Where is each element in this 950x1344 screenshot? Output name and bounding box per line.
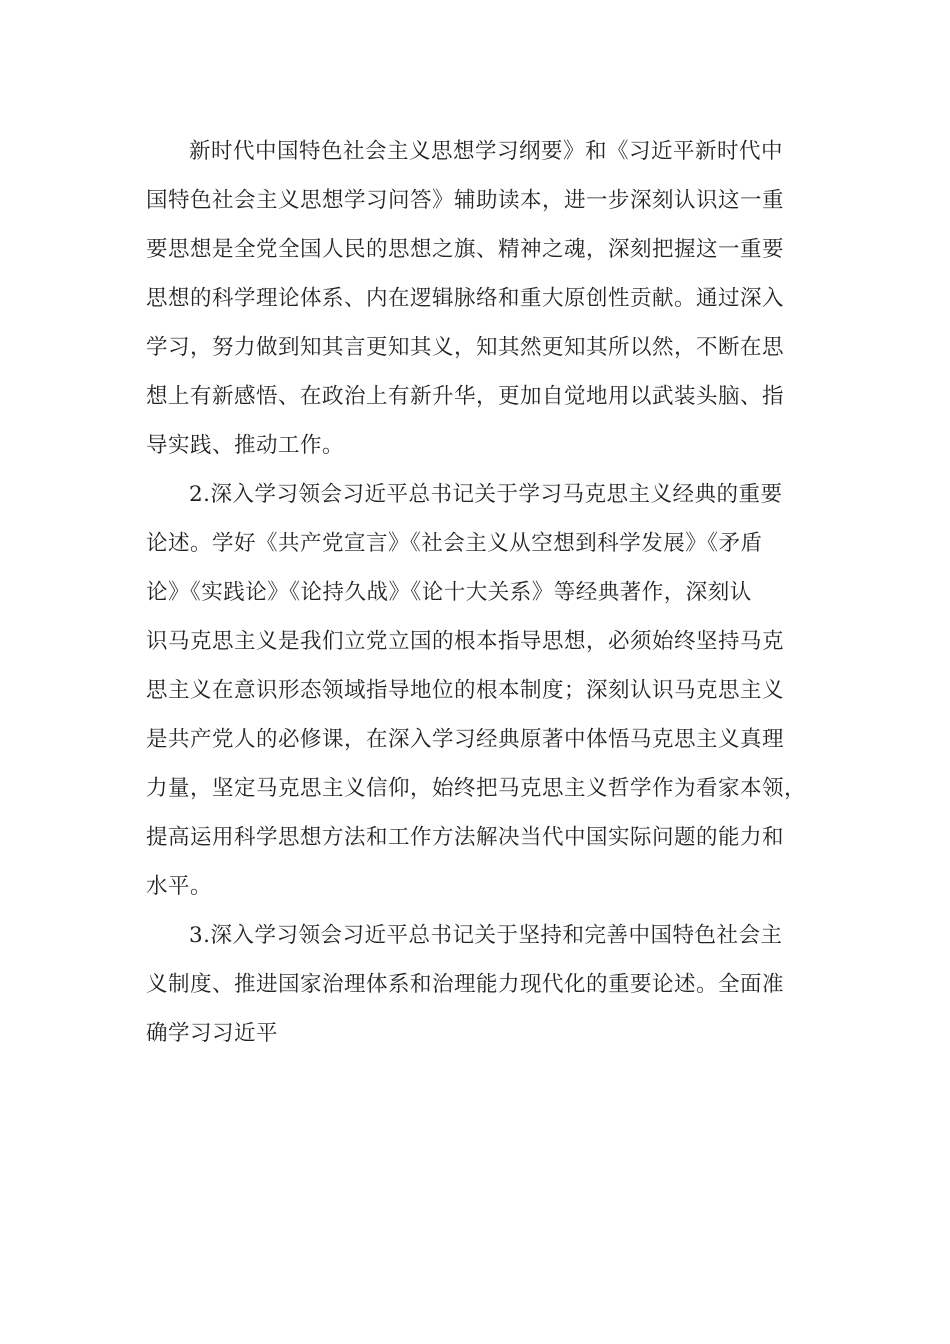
text-line: 想上有新感悟、在政治上有新升华，更加自觉地用以武装头脑、指: [146, 384, 785, 409]
text-line: 是共产党人的必修课，在深入学习经典原著中体悟马克思主义真理: [146, 727, 785, 752]
text-line: 3.深入学习领会习近平总书记关于坚持和完善中国特色社会主: [189, 923, 783, 948]
text-line: 水平。: [146, 874, 213, 899]
text-line: 国特色社会主义思想学习问答》辅助读本，进一步深刻认识这一重: [146, 188, 785, 213]
paragraph-3: [146, 911, 811, 1058]
paragraph-2: [146, 470, 811, 911]
text-line: 义制度、推进国家治理体系和治理能力现代化的重要论述。全面准: [146, 972, 785, 997]
text-line: 识马克思主义是我们立党立国的根本指导思想，必须始终坚持马克: [146, 629, 785, 654]
text-line: 导实践、推动工作。: [146, 433, 345, 458]
text-line: 思想的科学理论体系、内在逻辑脉络和重大原创性贡献。通过深入: [146, 286, 785, 311]
text-line: 力量，坚定马克思主义信仰，始终把马克思主义哲学作为看家本领，: [146, 776, 807, 801]
text-line: 思主义在意识形态领域指导地位的根本制度；深刻认识马克思主义: [146, 678, 785, 703]
text-line: 论述。学好《共产党宣言》《社会主义从空想到科学发展》《矛盾: [146, 531, 763, 556]
text-line: 确学习习近平: [146, 1021, 279, 1046]
text-line: 提高运用科学思想方法和工作方法解决当代中国实际问题的能力和: [146, 825, 785, 850]
text-line: 要思想是全党全国人民的思想之旗、精神之魂，深刻把握这一重要: [146, 237, 785, 262]
paragraph-1: [146, 127, 811, 470]
text-line: 2.深入学习领会习近平总书记关于学习马克思主义经典的重要: [189, 482, 783, 507]
document-body: [146, 127, 811, 1058]
text-line: 论》《实践论》《论持久战》《论十大关系》等经典著作，深刻认: [146, 580, 752, 605]
text-line: 学习，努力做到知其言更知其义，知其然更知其所以然，不断在思: [146, 335, 785, 360]
text-line: 新时代中国特色社会主义思想学习纲要》和《习近平新时代中: [189, 139, 784, 164]
